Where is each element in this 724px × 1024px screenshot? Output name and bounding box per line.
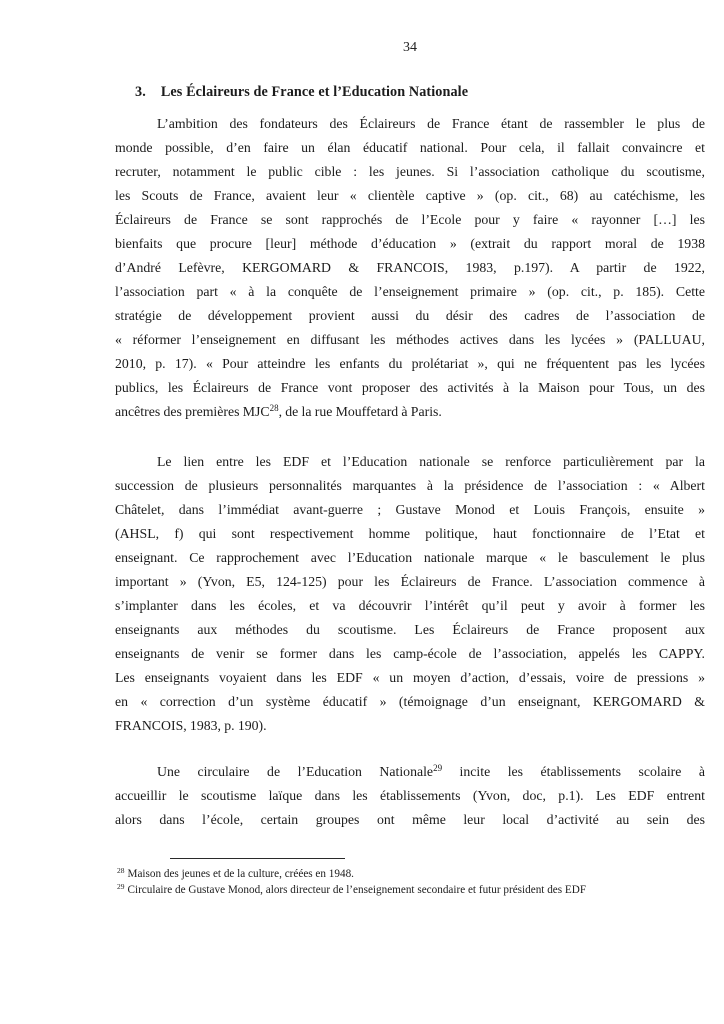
text-line: publics, les Éclaireurs de France vont proposer des activités à la Maison pour Tous, un des: [115, 380, 705, 395]
text-line: l’association part « à la conquête de l’enseignement primaire » (op. cit., p. 185). Cette: [115, 284, 705, 299]
text-line: 2010, p. 17). « Pour atteindre les enfants du prolétariat », qui ne fréquentent pas les lycées: [115, 356, 705, 371]
section-title: Les Éclaireurs de France et l’Education Nationale: [160, 84, 469, 100]
text-line: Éclaireurs de France se sont rapprochés de l’Ecole pour y faire « rayonner […] les: [115, 212, 705, 227]
text-segment: ancêtres des premières MJC: [115, 404, 270, 419]
text-line: enseignants de venir se former dans les camp-école de l’association, appelés les CAPPY.: [115, 646, 705, 661]
paragraph-1: [115, 112, 705, 424]
text-line: L’ambition des fondateurs des Éclaireurs de France étant de rassembler le plus de: [157, 116, 705, 131]
text-segment: , de la rue Mouffetard à Paris.: [278, 404, 442, 419]
text-line: monde possible, d’en faire un élan éducatif national. Pour cela, il fallait convaincre et: [115, 140, 705, 155]
footnote-ref-28: 28: [269, 403, 279, 413]
section-number: 3.: [135, 84, 146, 100]
text-line: « réformer l’enseignement en diffusant les méthodes actives dans les lycées » (PALLUAU,: [115, 332, 705, 347]
text-line: d’André Lefèvre, KERGOMARD & FRANCOIS, 1983, p.197). A partir de 1922,: [115, 260, 705, 275]
text-line: important » (Yvon, E5, 124-125) pour les Éclaireurs de France. L’association commence à: [115, 574, 705, 589]
text-line: alors dans l’école, certain groupes ont même leur local d’activité au sein des: [115, 812, 705, 827]
footnote-text: Maison des jeunes et de la culture, créées en 1948.: [127, 868, 354, 880]
text-line: Les enseignants voyaient dans les EDF « un moyen d’action, d’essais, voire de pressions »: [115, 670, 705, 685]
text-line: FRANCOIS, 1983, p. 190).: [115, 718, 267, 733]
footnote-number: 28: [117, 866, 125, 875]
paragraph-3: [115, 760, 705, 832]
text-line: s’implanter dans les écoles, et va découvrir l’intérêt qu’il peut y avoir à former les: [115, 598, 705, 613]
section-heading: [135, 84, 468, 101]
text-line: (AHSL, f) qui sont respectivement homme politique, haut fonctionnaire de l’Etat et: [115, 526, 705, 541]
body-text-column: [115, 112, 705, 832]
text-line: Châtelet, dans l’immédiat avant-guerre ; Gustave Monod et Louis François, ensuite »: [115, 502, 705, 517]
footnote-ref-29: 29: [433, 763, 443, 773]
text-line: succession de plusieurs personnalités marquantes à la présidence de l’association : « Albert: [115, 478, 705, 493]
text-line: en « correction d’un système éducatif » (témoignage d’un enseignant, KERGOMARD &: [115, 694, 705, 709]
text-line: [115, 400, 705, 424]
text-line: bienfaits que procure [leur] méthode d’éducation » (extrait du rapport moral de 1938: [115, 236, 705, 251]
text-line: accueillir le scoutisme laïque dans les établissements (Yvon, doc, p.1). Les EDF entrent: [115, 788, 705, 803]
text-segment: Une circulaire de l’Education Nationale: [157, 764, 434, 779]
footnotes-section: [117, 866, 709, 898]
text-line: Le lien entre les EDF et l’Education nationale se renforce particulièrement par la: [157, 454, 705, 469]
footnote-separator: [170, 858, 345, 859]
page-number: 34: [403, 40, 417, 55]
text-line: les Scouts de France, avaient leur « clientèle captive » (op. cit., 68) au catéchisme, les: [115, 188, 705, 203]
text-line: enseignant. Ce rapprochement avec l’Education nationale marque « le basculement le plus: [115, 550, 705, 565]
footnote-text: Circulaire de Gustave Monod, alors directeur de l’enseignement secondaire et futur président des EDF: [127, 884, 587, 896]
footnote-28: [117, 866, 709, 882]
text-line: recruter, notamment le public cible : les jeunes. Si l’association catholique du scoutisme,: [115, 164, 705, 179]
text-segment: incite les établissements scolaire à: [442, 764, 705, 779]
text-line: [115, 760, 705, 784]
paragraph-2: [115, 450, 705, 738]
footnote-29: [117, 882, 709, 898]
text-line: enseignants aux méthodes du scoutisme. Les Éclaireurs de France proposent aux: [115, 622, 705, 637]
footnote-number: 29: [117, 882, 125, 891]
text-line: stratégie de développement provient aussi du désir des cadres de l’association de: [115, 308, 705, 323]
